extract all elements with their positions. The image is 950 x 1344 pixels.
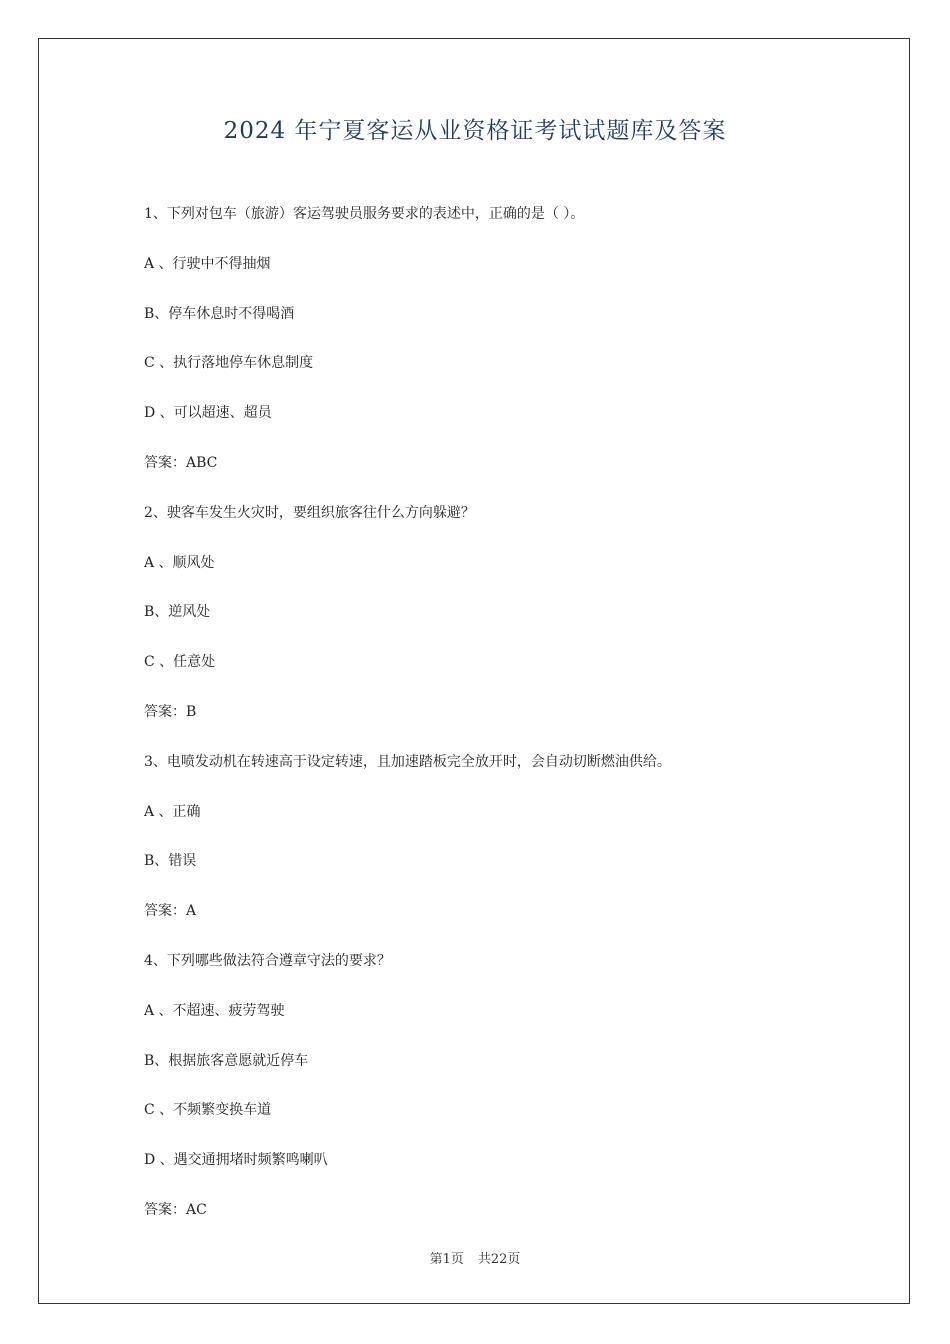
question-4-option-d: D 、遇交通拥堵时频繁鸣喇叭 bbox=[144, 1152, 328, 1169]
question-4-text: 4、下列哪些做法符合遵章守法的要求？ bbox=[144, 952, 391, 969]
question-1-option-d: D 、可以超速、超员 bbox=[144, 405, 272, 422]
question-list bbox=[144, 199, 824, 1245]
document-title: 2024 年宁夏客运从业资格证考试试题库及答案 bbox=[223, 118, 727, 144]
question-1-text: 1、下列对包车（旅游）客运驾驶员服务要求的表述中，正确的是（ ）。 bbox=[144, 206, 585, 222]
question-2-option-b: B、逆风处 bbox=[144, 604, 211, 621]
question-3-option-a: A 、正确 bbox=[144, 803, 201, 820]
question-2-answer: 答案：B bbox=[144, 703, 197, 720]
question-2-text: 2、驶客车发生火灾时，要组织旅客往什么方向躲避？ bbox=[144, 504, 475, 521]
question-4-option-c: C 、不频繁变换车道 bbox=[144, 1102, 272, 1119]
question-4-option-b: B、根据旅客意愿就近停车 bbox=[144, 1052, 309, 1069]
question-4-option-a: A 、不超速、疲劳驾驶 bbox=[144, 1002, 285, 1019]
page-total: 共22页 bbox=[477, 1252, 521, 1267]
question-3-option-b: B、错误 bbox=[144, 853, 197, 870]
question-2-option-c: C 、任意处 bbox=[144, 654, 216, 671]
question-1-option-a: A 、行驶中不得抽烟 bbox=[144, 255, 271, 272]
question-4-answer: 答案：AC bbox=[144, 1201, 207, 1218]
question-3-text: 3、电喷发动机在转速高于设定转速，且加速踏板完全放开时，会自动切断燃油供给。 bbox=[144, 753, 671, 770]
page-footer bbox=[0, 1248, 950, 1267]
page-number: 第1页 bbox=[429, 1252, 464, 1267]
question-3-answer: 答案：A bbox=[144, 903, 197, 920]
question-1-option-b: B、停车休息时不得喝酒 bbox=[144, 305, 295, 322]
question-2-option-a: A 、顺风处 bbox=[144, 554, 215, 571]
question-1-option-c: C 、执行落地停车休息制度 bbox=[144, 355, 314, 372]
question-1-answer: 答案：ABC bbox=[144, 454, 218, 471]
